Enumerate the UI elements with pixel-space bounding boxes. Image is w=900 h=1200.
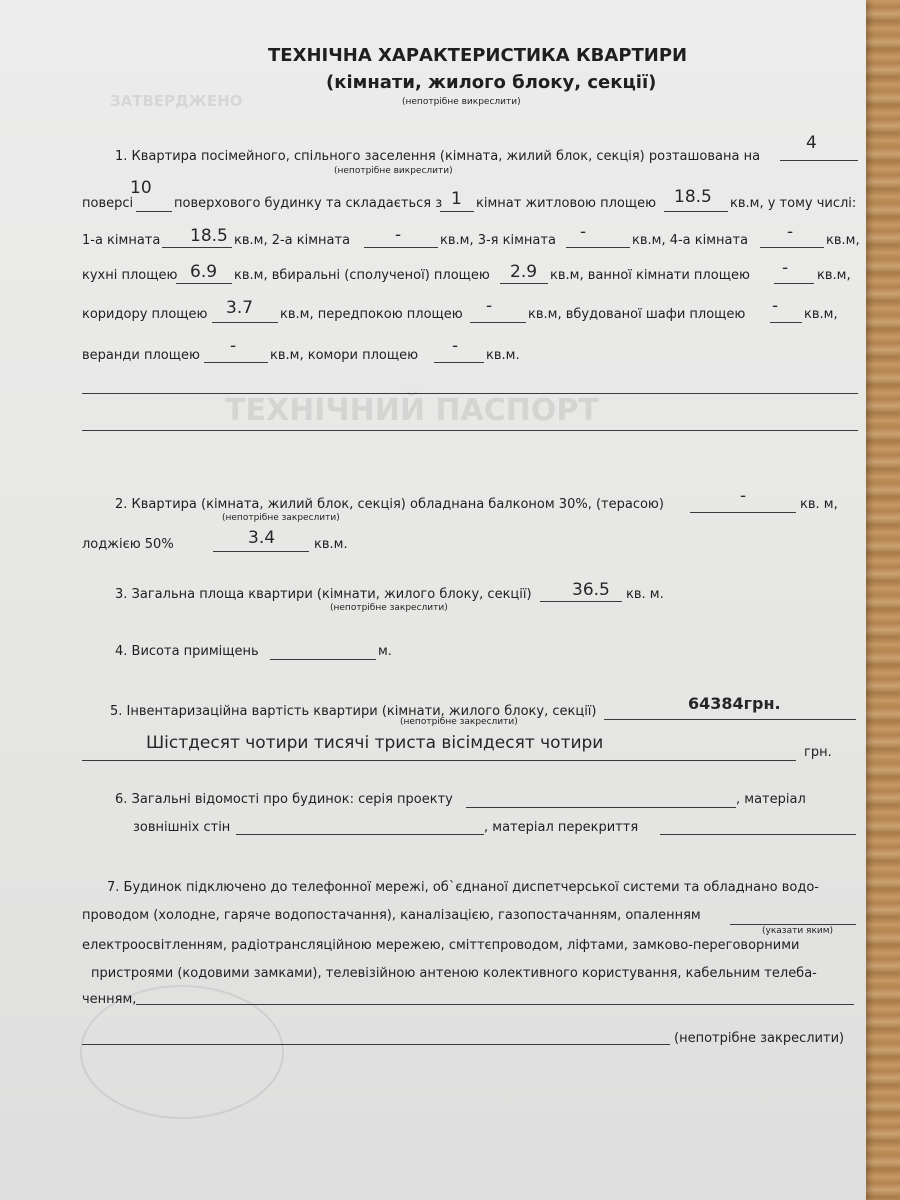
s1-line1-note: (непотрібне викреслити) <box>334 166 453 176</box>
kitchen-label: кухні площею <box>82 268 178 283</box>
s1-poverse: поверсі <box>82 196 134 211</box>
room4-value: - <box>787 222 794 242</box>
balcony-value: - <box>740 486 747 506</box>
loggia-label: лоджією 50% <box>82 537 174 552</box>
room3-label: кв.м, 3-я кімната <box>440 233 556 248</box>
veranda-label: веранди площею <box>82 348 200 363</box>
total-area-value: 36.5 <box>572 580 610 600</box>
veranda-underline <box>204 362 268 363</box>
material-label: , матеріал <box>736 792 806 807</box>
total-underline <box>540 601 622 602</box>
room3-value: - <box>580 222 587 242</box>
corridor-underline <box>212 322 278 323</box>
loggia-unit: кв.м. <box>314 537 348 552</box>
wooden-surface <box>860 0 900 1200</box>
room3-underline <box>566 247 630 248</box>
storage-label: кв.м, комори площею <box>270 348 419 363</box>
page-title: ТЕХНІЧНА ХАРАКТЕРИСТИКА КВАРТИРИ <box>268 45 688 66</box>
s7-line3: електроосвітленням, радіотрансляційною мережею, сміттєпроводом, ліфтами, замково-переговорними <box>82 938 800 953</box>
closet-unit: кв.м, <box>804 307 838 322</box>
storage-underline <box>434 362 484 363</box>
living-area-value: 18.5 <box>674 187 712 207</box>
loggia-underline <box>213 551 309 552</box>
bath-unit: кв.м, <box>817 268 851 283</box>
s5-note: (непотрібне закреслити) <box>400 717 518 727</box>
rooms-underline <box>440 211 474 212</box>
blank-line-1 <box>82 393 858 394</box>
loggia-value: 3.4 <box>248 528 276 548</box>
room4-unit: кв.м, <box>826 233 860 248</box>
wc-label: кв.м, вбиральні (сполученої) площею <box>234 268 490 283</box>
bath-value: - <box>782 258 789 278</box>
walls-label: зовнішніх стін <box>133 820 231 835</box>
s1-incl: кв.м, у тому числі: <box>730 196 857 211</box>
floors-total-underline <box>136 211 172 212</box>
rooms-value: 1 <box>451 189 462 209</box>
hall-value: - <box>486 296 493 316</box>
corridor-label: коридору площею <box>82 307 208 322</box>
words-underline <box>82 760 796 761</box>
bath-label: кв.м, ванної кімнати площею <box>550 268 750 283</box>
bleed-through-heading: ТЕХНІЧНИЙ ПАСПОРТ <box>225 393 599 428</box>
s1-line1: 1. Квартира посімейного, спільного заселення (кімната, жилий блок, секція) розташована на <box>115 149 761 164</box>
last-blank-line <box>82 1044 670 1045</box>
inventory-value: 64384грн. <box>688 694 781 713</box>
heating-underline <box>730 924 856 925</box>
s2-line: 2. Квартира (кімната, жилий блок, секція) обладнана балконом 30%, (терасою) <box>115 497 664 512</box>
corridor-value: 3.7 <box>226 298 254 318</box>
height-underline <box>270 659 376 660</box>
s4-line: 4. Висота приміщень <box>115 644 259 659</box>
bleed-through-heading-top: ЗАТВЕРДЖЕНО <box>110 92 243 110</box>
s3-line: 3. Загальна площа квартири (кімнати, жилого блоку, секції) <box>115 587 532 602</box>
wc-underline <box>500 283 548 284</box>
closet-value: - <box>772 296 779 316</box>
room4-label: кв.м, 4-а кімната <box>632 233 749 248</box>
wc-value: 2.9 <box>510 262 538 282</box>
kitchen-value: 6.9 <box>190 262 218 282</box>
s7-line4: пристроями (кодовими замками), телевізійною антеною колективного користування, кабельним телеба- <box>91 966 817 981</box>
value-in-words: Шістдесят чотири тисячі триста вісімдесят чотири <box>146 733 604 753</box>
s7-line1: 7. Будинок підключено до телефонної мережі, об`єднаної диспетчерської системи та обладнано водо- <box>107 880 819 895</box>
value-underline <box>604 719 856 720</box>
bath-underline <box>774 283 814 284</box>
s1-rooms-living: кімнат житловою площею <box>476 196 657 211</box>
storage-value: - <box>452 336 459 356</box>
s6-line: 6. Загальні відомості про будинок: серія проекту <box>115 792 453 807</box>
s3-note: (непотрібне закреслити) <box>330 603 448 613</box>
room2-value: - <box>395 225 402 245</box>
room1-value: 18.5 <box>190 226 228 246</box>
floors-material-underline <box>660 834 856 835</box>
living-area-underline <box>664 211 728 212</box>
balcony-unit: кв. м, <box>800 497 838 512</box>
s1-building-rooms: поверхового будинку та складається з <box>174 196 443 211</box>
value-currency: грн. <box>804 745 832 760</box>
hall-underline <box>470 322 526 323</box>
veranda-value: - <box>230 336 237 356</box>
s7-note: (непотрібне закреслити) <box>674 1031 845 1046</box>
closet-underline <box>770 322 802 323</box>
project-series-underline <box>466 807 736 808</box>
total-unit: кв. м. <box>626 587 664 602</box>
room1-underline <box>162 247 232 248</box>
walls-underline <box>236 834 484 835</box>
height-unit: м. <box>378 644 392 659</box>
hall-label: кв.м, передпокою площею <box>280 307 463 322</box>
floors-total-value: 10 <box>130 178 152 198</box>
closet-label: кв.м, вбудованої шафи площею <box>528 307 746 322</box>
floors-material-label: , матеріал перекриття <box>484 820 639 835</box>
floor-underline <box>780 160 858 161</box>
room4-underline <box>760 247 824 248</box>
floor-value: 4 <box>806 133 817 153</box>
s5-line: 5. Інвентаризаційна вартість квартири (кімнати, жилого блоку, секції) <box>110 704 597 719</box>
cable-underline <box>136 1004 854 1005</box>
s7-line2: проводом (холодне, гаряче водопостачання), каналізацією, газопостачанням, опаленням <box>82 908 701 923</box>
storage-unit: кв.м. <box>486 348 520 363</box>
room2-underline <box>364 247 438 248</box>
room1-label: 1-а кімната <box>82 233 161 248</box>
specify-note: (указати яким) <box>762 926 834 936</box>
kitchen-underline <box>176 283 232 284</box>
room2-label: кв.м, 2-а кімната <box>234 233 351 248</box>
s7-line5: ченням, <box>82 992 137 1007</box>
title-note: (непотрібне викреслити) <box>402 97 521 107</box>
blank-line-2 <box>82 430 858 431</box>
page-subtitle: (кімнати, жилого блоку, секції) <box>326 72 657 93</box>
balcony-underline <box>690 512 796 513</box>
s2-note: (непотрібне закреслити) <box>222 513 340 523</box>
